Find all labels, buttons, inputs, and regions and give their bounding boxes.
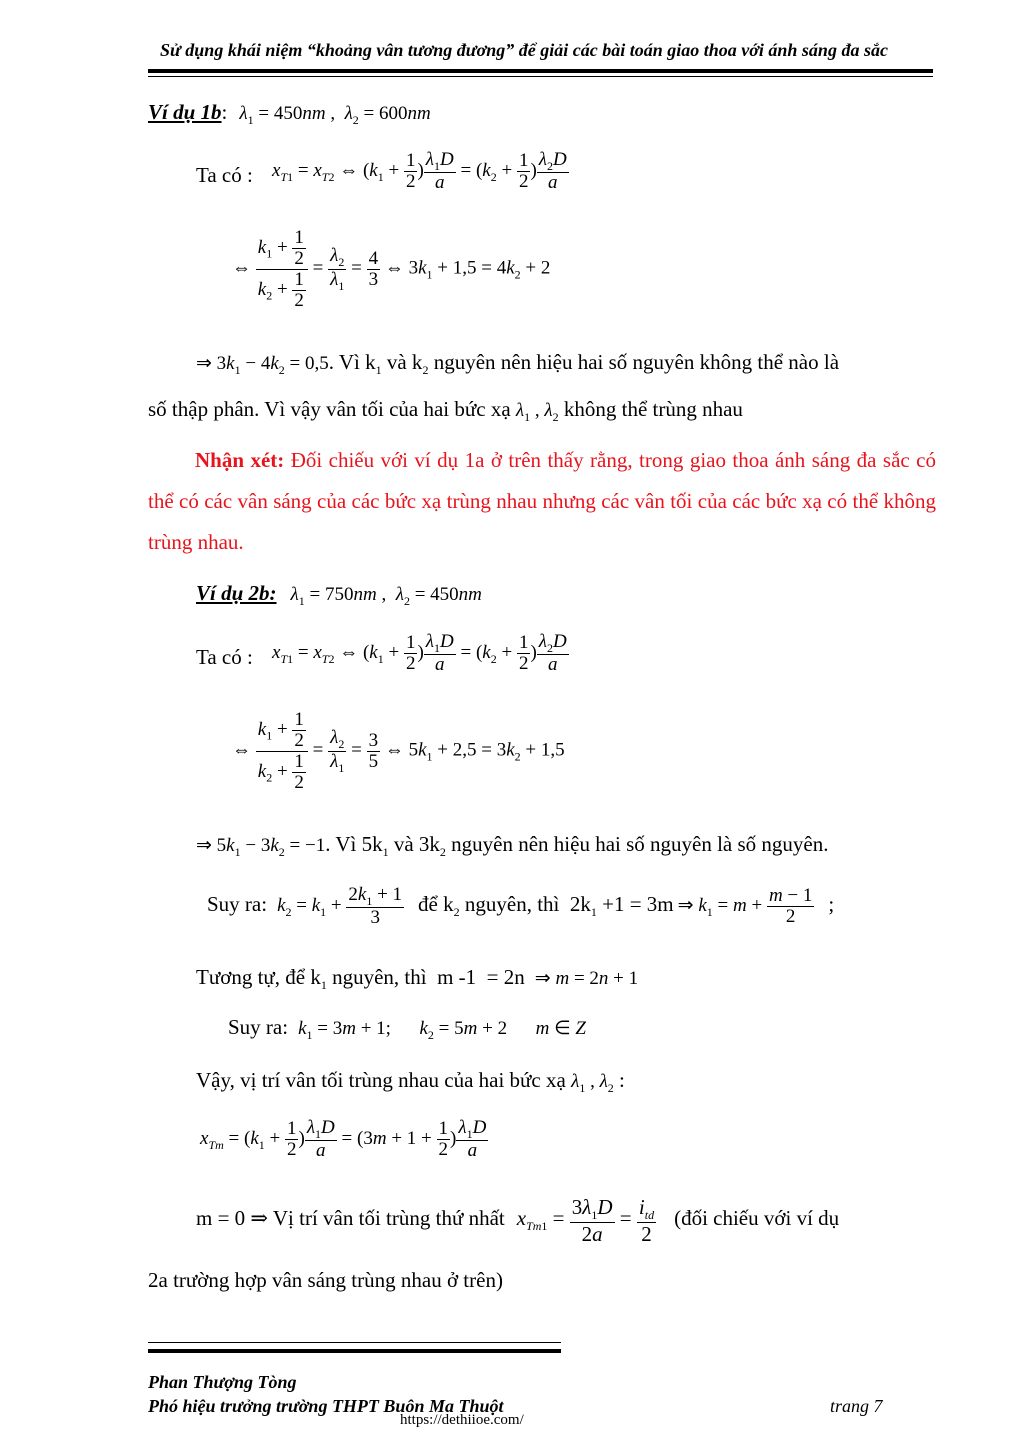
- footer-author: Phan Thượng Tòng: [148, 1372, 297, 1392]
- example-2b-heading: [196, 581, 482, 609]
- example-1b-equation-1: $x_{T1} = x_{T2}$ ⇔ ($k_1$ + $\frac{1}{2}$ ) $\frac{\lambda_1D}{a}$ = ($k_2$ + $\frac{1}{2}$ ) $\frac{\lambda_2D}{a}$: [272, 149, 567, 194]
- example-1b-conclusion-line: ⇒ $3k_1 - 4k_2 = 0,5$. Vì $k_1$ và $k_2$ nguyên nên hiệu hai số nguyên không thể nào là: [196, 350, 840, 378]
- example-1b-label: Ví dụ 1b: [148, 100, 222, 124]
- example-2b-equation-1: $x_{T1} = x_{T2}$ ⇔ ($k_1$ + $\frac{1}{2}$ ) $\frac{\lambda_1D}{a}$ = ($k_2$ + $\frac{1}{2}$ ) $\frac{\lambda_2D}{a}$: [272, 631, 567, 676]
- remark-label: Nhận xét:: [195, 448, 285, 472]
- example-2b-ta-co: Ta có :: [196, 645, 253, 669]
- footer-page-number: trang 7: [830, 1396, 883, 1416]
- example-2b-tuong-tu: Tương tự, để $k_1$ nguyên, thì m -1 = 2n ⇒ m = 2n + 1: [196, 965, 639, 993]
- footer-rule-thin: [148, 1342, 561, 1343]
- header-rule-thin: [148, 76, 933, 77]
- example-2b-suy-ra-2: Suy ra: $k_1 = 3m + 1$; $k_2 = 5m + 2$ m ∈ Z: [228, 1015, 586, 1042]
- example-2b-last-line: 2a trường hợp vân sáng trùng nhau ở trên): [148, 1268, 503, 1292]
- header-rule-thick: [148, 69, 933, 73]
- page-header-title: Sử dụng khái niệm “khoảng vân tương đương” để giải các bài toán giao thoa với ánh sáng đa sắc: [160, 40, 888, 60]
- example-2b-m0-line: m = 0 ⇒ Vị trí vân tối trùng thứ nhất $x_{Tm1}$ = $\frac{3\lambda_1D}{2a}$ = $\frac{i_{td}}{2}$ (đối chiếu với ví dụ: [196, 1195, 840, 1246]
- example-2b-conclusion-line: ⇒ $5k_1 - 3k_2 = -1$. Vì $5k_1$ và $3k_2$ nguyên nên hiệu hai số nguyên là số nguyên.: [196, 832, 829, 860]
- example-2b-label: Ví dụ 2b:: [196, 581, 277, 605]
- example-1b-heading: Ví dụ 1b: $\lambda_1 = 450nm$ , $\lambda_2 = 600nm$: [148, 100, 431, 127]
- example-2b-params: $\lambda_1 = 750nm$ , $\lambda_2 = 450nm$: [290, 584, 482, 608]
- footer-position: Phó hiệu trưởng trường THPT Buôn Ma Thuột: [148, 1396, 504, 1416]
- example-2b-vay: Vậy, vị trí vân tối trùng nhau của hai bức xạ $\lambda_1$ , $\lambda_2$ :: [196, 1068, 625, 1095]
- example-2b-equation-2: ⇔ $k_1$ + $\frac{1}{2}$ $k_2$ + $\frac{1}{2}$ = $\frac{\lambda_2}{\lambda_1}$ = $\frac{3}{5}$ ⇔ $5k_1 + 2,5 = 3k_2 + 1,5$: [232, 709, 565, 793]
- footer-rule-thick: [148, 1349, 561, 1353]
- footer-url[interactable]: https://dethiioe.com/: [400, 1412, 524, 1428]
- example-2b-xtm-equation: $x_{Tm} = (k_1$ + $\frac{1}{2}$ ) $\frac{\lambda_1D}{a}$ = (3m + 1 + $\frac{1}{2}$ ) $\frac{\lambda_1D}{a}$: [200, 1117, 487, 1162]
- remark-paragraph: [148, 440, 936, 563]
- example-1b-params: $\lambda_1 = 450nm$ , $\lambda_2 = 600nm$: [239, 103, 431, 127]
- example-1b-equation-2: ⇔ $k_1$ + $\frac{1}{2}$ $k_2$ + $\frac{1}{2}$ = $\frac{\lambda_2}{\lambda_1}$ = $\frac{4}{3}$ ⇔ $3k_1 + 1,5 = 4k_2 + 2$: [232, 227, 551, 311]
- example-1b-conclusion-line-2: số thập phân. Vì vậy vân tối của hai bức xạ $\lambda_1$ , $\lambda_2$ không thể trùng nhau: [148, 397, 743, 424]
- example-1b-ta-co: Ta có :: [196, 163, 253, 187]
- example-2b-suy-ra-1: Suy ra: $k_2 = k_1$ + $\frac{2k_1 + 1}{3}$ để $k_2$ nguyên, thì $2k_1 +1 = 3m$ ⇒ $k_1 = m$ + $\frac{m - 1}{2}$ ;: [207, 884, 835, 929]
- remark-text: Đối chiếu với ví dụ 1a ở trên thấy rằng, trong giao thoa ánh sáng đa sắc có thể có các vân sáng của các bức xạ trùng nhau nhưng các vân tối của các bức xạ có thể không trùng nhau.: [148, 448, 936, 554]
